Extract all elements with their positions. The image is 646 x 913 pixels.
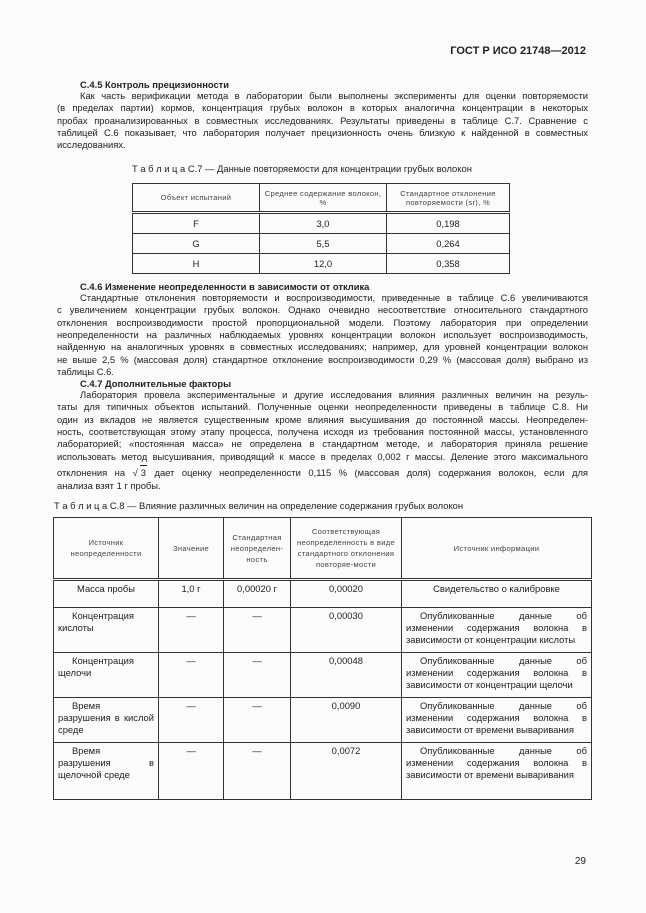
- section-c46-text: [57, 292, 588, 378]
- table-c7-caption: Т а б л и ц а С.7 — Данные повторяемости для концентрации грубых волокон: [132, 163, 472, 174]
- table-row: [133, 234, 510, 254]
- text-line: исследованиях.: [57, 139, 126, 151]
- page-number: 29: [574, 856, 586, 867]
- table-cell: 0,00020 г: [224, 580, 291, 608]
- text-line: таблицей С.6 показывает, что лаборатория получает прецизионность очень близкую к найденной в совместных: [57, 127, 588, 139]
- text-line: Лаборатория провела экспериментальные и другие исследования влияния различных величин на резуль-: [80, 389, 588, 400]
- table-header: Стандартная неопределен-ность: [224, 518, 291, 580]
- table-header: Среднее содержание волокон, %: [260, 184, 387, 213]
- document-header: ГОСТ Р ИСО 21748—2012: [450, 45, 586, 57]
- table-row: [54, 580, 592, 608]
- sqrt-value: 3: [140, 467, 146, 478]
- table-cell: Свидетельство о калибровке: [402, 580, 592, 608]
- text-line: не выше 2,5 % (массовая доля) стандартное отклонение воспроизводимости 0,29 % (массовая доля) выбрано из: [57, 353, 588, 365]
- table-cell: Масса пробы: [54, 580, 159, 608]
- text-line: использовать метод высушивания, приводящий к массе в пределах 0,002 г массы. Деление этого максимального: [57, 450, 588, 462]
- table-cell: Время разрушения в щелочной среде: [54, 743, 159, 800]
- table-cell: Концентрация кислоты: [54, 608, 159, 653]
- table-row: [54, 698, 592, 743]
- text-line: найденную на аналогичных уровнях в совместных исследованиях; например, для уровней концентрации волокон: [57, 341, 588, 353]
- table-c7: [132, 183, 510, 274]
- table-row: [54, 608, 592, 653]
- table-cell: 0,264: [387, 234, 510, 254]
- table-header: Стандартное отклонение повторяемости (sr), %: [387, 184, 510, 213]
- section-c45-text: [57, 90, 588, 152]
- table-cell: Опубликованные данные об изменении содержания волокна в зависимости от времени вываривания: [402, 698, 592, 743]
- table-cell: —: [159, 653, 224, 698]
- table-cell: —: [159, 743, 224, 800]
- text: отклонения на: [57, 467, 133, 478]
- table-cell: 0,198: [387, 213, 510, 234]
- table-row: [54, 743, 592, 800]
- table-cell: —: [224, 653, 291, 698]
- text-line: с увеличением концентрации грубых волокон. Однако очевидно несоответствие относительного стандартного: [57, 304, 588, 316]
- section-c46-title: C.4.6 Изменение неопределенности в зависимости от отклика: [80, 281, 370, 292]
- section-c47-title: C.4.7 Дополнительные факторы: [80, 378, 232, 389]
- text: дает оценку неопределенности 0,115 % (массовая доля) содержания волокон, если для: [146, 467, 589, 478]
- table-c8-caption: Т а б л и ц а С.8 — Влияние различных величин на определение содержания грубых волокон: [54, 500, 464, 511]
- table-cell: 0,00030: [291, 608, 402, 653]
- text-line: [57, 465, 588, 479]
- text-line: ность, соответствующая этому этапу процесса, получена исходя из требования постоянной массы, установленного: [57, 426, 588, 438]
- table-cell: Время разрушения в кислой среде: [54, 698, 159, 743]
- table-header: Источник неопределенности: [54, 518, 159, 580]
- text-line: неопределенности на различных наблюдаемых уровнях концентрации волокон использует воспроизводимость,: [57, 329, 588, 341]
- text-line: таты для типичных объектов испытаний. Полученные оценки неопределенности приведены в таблице С.8. Ни: [57, 401, 588, 413]
- table-cell: Опубликованные данные об изменении содержания волокна в зависимости от времени вываривания: [402, 743, 592, 800]
- table-row: [54, 653, 592, 698]
- table-cell: —: [224, 743, 291, 800]
- text-line: анализа взят 1 г пробы.: [57, 480, 161, 491]
- text-line: Как часть верификации метода в лаборатории были выполнены эксперименты для оценки повторяемости: [80, 90, 588, 101]
- table-header: Соответствующая неопределенность в виде стандартного отклонения повторяе-мости: [291, 518, 402, 580]
- table-cell: 0,00048: [291, 653, 402, 698]
- table-cell: 0,358: [387, 254, 510, 274]
- table-cell: 12,0: [260, 254, 387, 274]
- table-cell: Концентрация щелочи: [54, 653, 159, 698]
- section-c47-text-end: [57, 465, 588, 492]
- table-cell: F: [133, 213, 260, 234]
- table-c8: [53, 517, 592, 800]
- table-cell: 0,00020: [291, 580, 402, 608]
- text-line: (в пределах партии) кормов, концентрация грубых волокон в которых аналогична концентрации в некоторых: [57, 102, 588, 114]
- table-cell: 5,5: [260, 234, 387, 254]
- text-line: Стандартные отклонения повторяемости и воспроизводимости, приведенные в таблице С.6 увеличиваются: [80, 292, 588, 303]
- table-cell: —: [224, 608, 291, 653]
- text-line: один из вкладов не является существенным кроме влияния высушивания до постоянной массы. Неопределен-: [57, 413, 588, 425]
- section-c45-title: C.4.5 Контроль прецизионности: [80, 79, 230, 90]
- table-cell: H: [133, 254, 260, 274]
- table-cell: —: [159, 608, 224, 653]
- table-row: [133, 213, 510, 234]
- table-header: Источник информации: [402, 518, 592, 580]
- table-cell: G: [133, 234, 260, 254]
- table-cell: Опубликованные данные об изменении содержания волокна в зависимости от концентрации щелочи: [402, 653, 592, 698]
- table-cell: 0,0072: [291, 743, 402, 800]
- table-header: Объект испытаний: [133, 184, 260, 213]
- table-cell: —: [159, 698, 224, 743]
- table-cell: —: [224, 698, 291, 743]
- section-c47-text: [57, 389, 588, 463]
- text-line: пробах проанализированных в совместных исследованиях. Результаты приведены в таблице С.7. Сравнение с: [57, 114, 588, 126]
- table-cell: Опубликованные данные об изменении содержания волокна в зависимости от концентрации кислоты: [402, 608, 592, 653]
- sqrt-symbol: √: [132, 467, 138, 478]
- table-cell: 3,0: [260, 213, 387, 234]
- text-line: лабораторией; «постоянная масса» не определена в стандартном методе, и лаборатория приняла решение: [57, 438, 588, 450]
- table-cell: 1,0 г: [159, 580, 224, 608]
- text-line: таблицы С.6.: [57, 366, 114, 378]
- table-header: Значение: [159, 518, 224, 580]
- text-line: отклонения воспроизводимости простой пропорциональной модели. Поэтому лаборатория при определении: [57, 316, 588, 328]
- table-row: [133, 254, 510, 274]
- table-cell: 0,0090: [291, 698, 402, 743]
